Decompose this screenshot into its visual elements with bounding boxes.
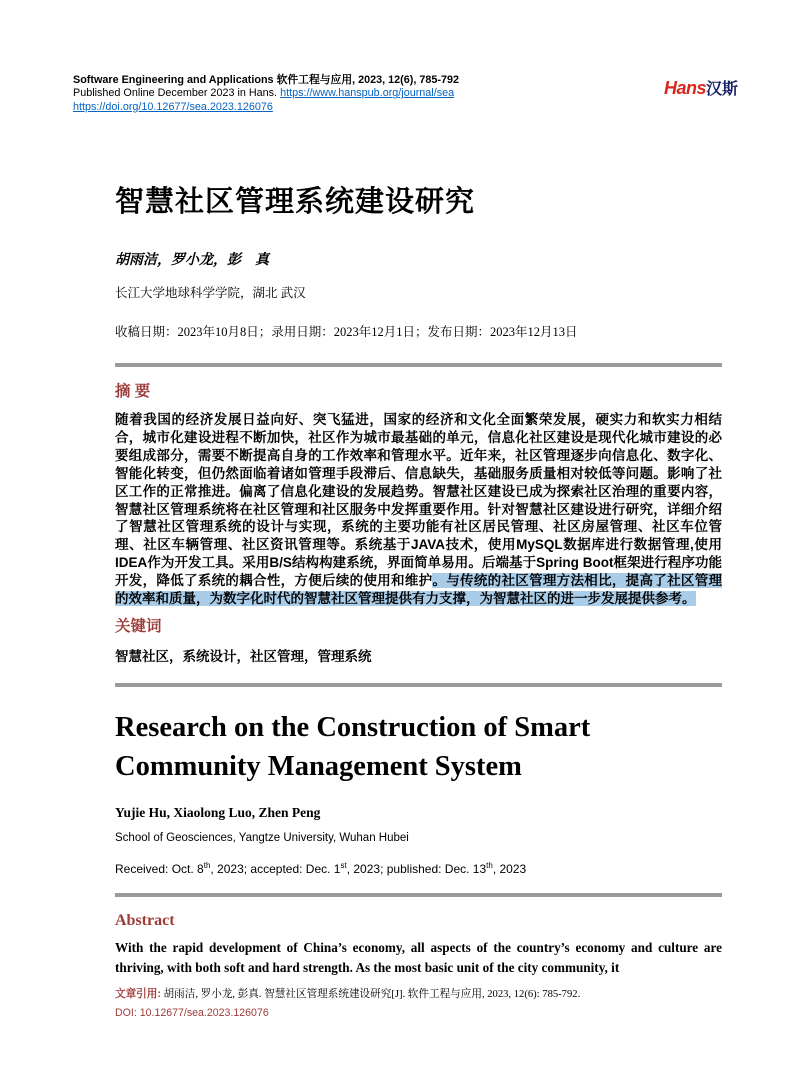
zh-dates-line: 收稿日期：2023年10月8日；录用日期：2023年12月1日；发布日期：2023年12月13日 bbox=[115, 325, 578, 340]
en-abstract-heading: Abstract bbox=[115, 912, 175, 930]
journal-title-line: Software Engineering and Applications 软件工程与应用, 2023, 12(6), 785-792 bbox=[73, 74, 459, 86]
zh-keywords-heading: 关键词 bbox=[115, 618, 162, 636]
logo-cjk-text: 汉斯 bbox=[705, 81, 738, 98]
citation-line bbox=[115, 987, 722, 1002]
ordinal-superscript: th bbox=[203, 861, 211, 871]
received-text: Received: Oct. 8 bbox=[115, 862, 204, 877]
zh-keywords-list: 智慧社区，系统设计，社区管理，管理系统 bbox=[115, 648, 372, 664]
hans-publisher-logo bbox=[664, 76, 738, 99]
zh-authors: 胡雨洁，罗小龙，彭 真 bbox=[115, 253, 269, 269]
citation-label: 文章引用: bbox=[115, 988, 161, 1000]
year-text: , 2023 bbox=[492, 862, 527, 877]
footer-doi: DOI: 10.12677/sea.2023.126076 bbox=[115, 1007, 269, 1019]
en-article-title: Research on the Construction of Smart Community Management System bbox=[115, 711, 591, 782]
zh-abstract-paragraph bbox=[115, 411, 722, 607]
section-divider-rule bbox=[115, 683, 722, 687]
en-abstract-paragraph: With the rapid development of China’s economy, all aspects of the country’s economy and culture are thriving, with both soft and hard strength. As the most basic unit of the city community, it bbox=[115, 940, 722, 976]
zh-abstract-selected-text: 。与传统的社区管理方法相比，提高了社区管理的效率和质量，为数字化时代的智慧社区管理提供有力支撑，为智慧社区的进一步发展提供参考。 bbox=[115, 572, 722, 606]
citation-text: 胡雨洁, 罗小龙, 彭真. 智慧社区管理系统建设研究[J]. 软件工程与应用, 2023, 12(6): 785-792. bbox=[160, 989, 581, 1000]
page-footer bbox=[115, 987, 722, 1020]
accepted-text: , 2023; accepted: Dec. 1 bbox=[210, 862, 341, 877]
section-divider-rule bbox=[115, 893, 722, 897]
published-text: , 2023; published: Dec. 13 bbox=[346, 862, 487, 877]
zh-abstract-heading: 摘 要 bbox=[115, 383, 151, 401]
doi-url-link[interactable]: https://doi.org/10.12677/sea.2023.126076 bbox=[73, 100, 273, 113]
en-authors: Yujie Hu, Xiaolong Luo, Zhen Peng bbox=[115, 805, 321, 821]
published-online-line bbox=[73, 87, 459, 100]
ordinal-superscript: st bbox=[340, 861, 347, 871]
logo-latin-text: Hans bbox=[663, 78, 706, 98]
zh-affiliation: 长江大学地球科学学院，湖北 武汉 bbox=[115, 286, 306, 301]
section-divider-rule bbox=[115, 363, 722, 367]
journal-header bbox=[73, 74, 459, 114]
en-dates-line bbox=[115, 861, 722, 876]
zh-article-title: 智慧社区管理系统建设研究 bbox=[115, 186, 476, 218]
published-online-prefix: Published Online December 2023 in Hans. bbox=[73, 87, 281, 100]
article-content bbox=[115, 186, 722, 978]
zh-abstract-normal-text: 随着我国的经济发展日益向好、突飞猛进，国家的经济和文化全面繁荣发展，硬实力和软实力相结合，城市化建设进程不断加快，社区作为城市最基础的单元，信息化社区建设是现代化城市建设的必要组成部分，需要不断提高自身的工作效率和管理水平。近年来，社区管理逐步向信息化、数字化、智能化转变，但仍然面临着诸如管理手段滞后、信息缺失，基础服务质量相对较低等问题。影响了社区工作的正常推进。偏离了信息化建设的发展趋势。智慧社区建设已成为探索社区治理的重要内容，智慧社区管理系统将在社区管理和社区服务中发挥重要作用。针对智慧社区建设进行研究，详细介绍了智慧社区管理系统的设计与实现，系统的主要功能有社区居民管理、社区房屋管理、社区车位管理、社区车辆管理、社区资讯管理等。系统基于JAVA技术，使用MySQL数据库进行数据管理,使用IDEA作为开发工具。采用B/S结构构建系统，界面简单易用。后端基于Spring Boot框架进行程序功能开发，降低了系统的耦合性，方便后续的使用和维护 bbox=[115, 412, 722, 588]
ordinal-superscript: th bbox=[486, 861, 493, 871]
doi-url-line bbox=[73, 101, 459, 114]
en-affiliation: School of Geosciences, Yangtze University, Wuhan Hubei bbox=[115, 832, 409, 845]
journal-url-link[interactable]: https://www.hanspub.org/journal/sea bbox=[280, 87, 455, 100]
